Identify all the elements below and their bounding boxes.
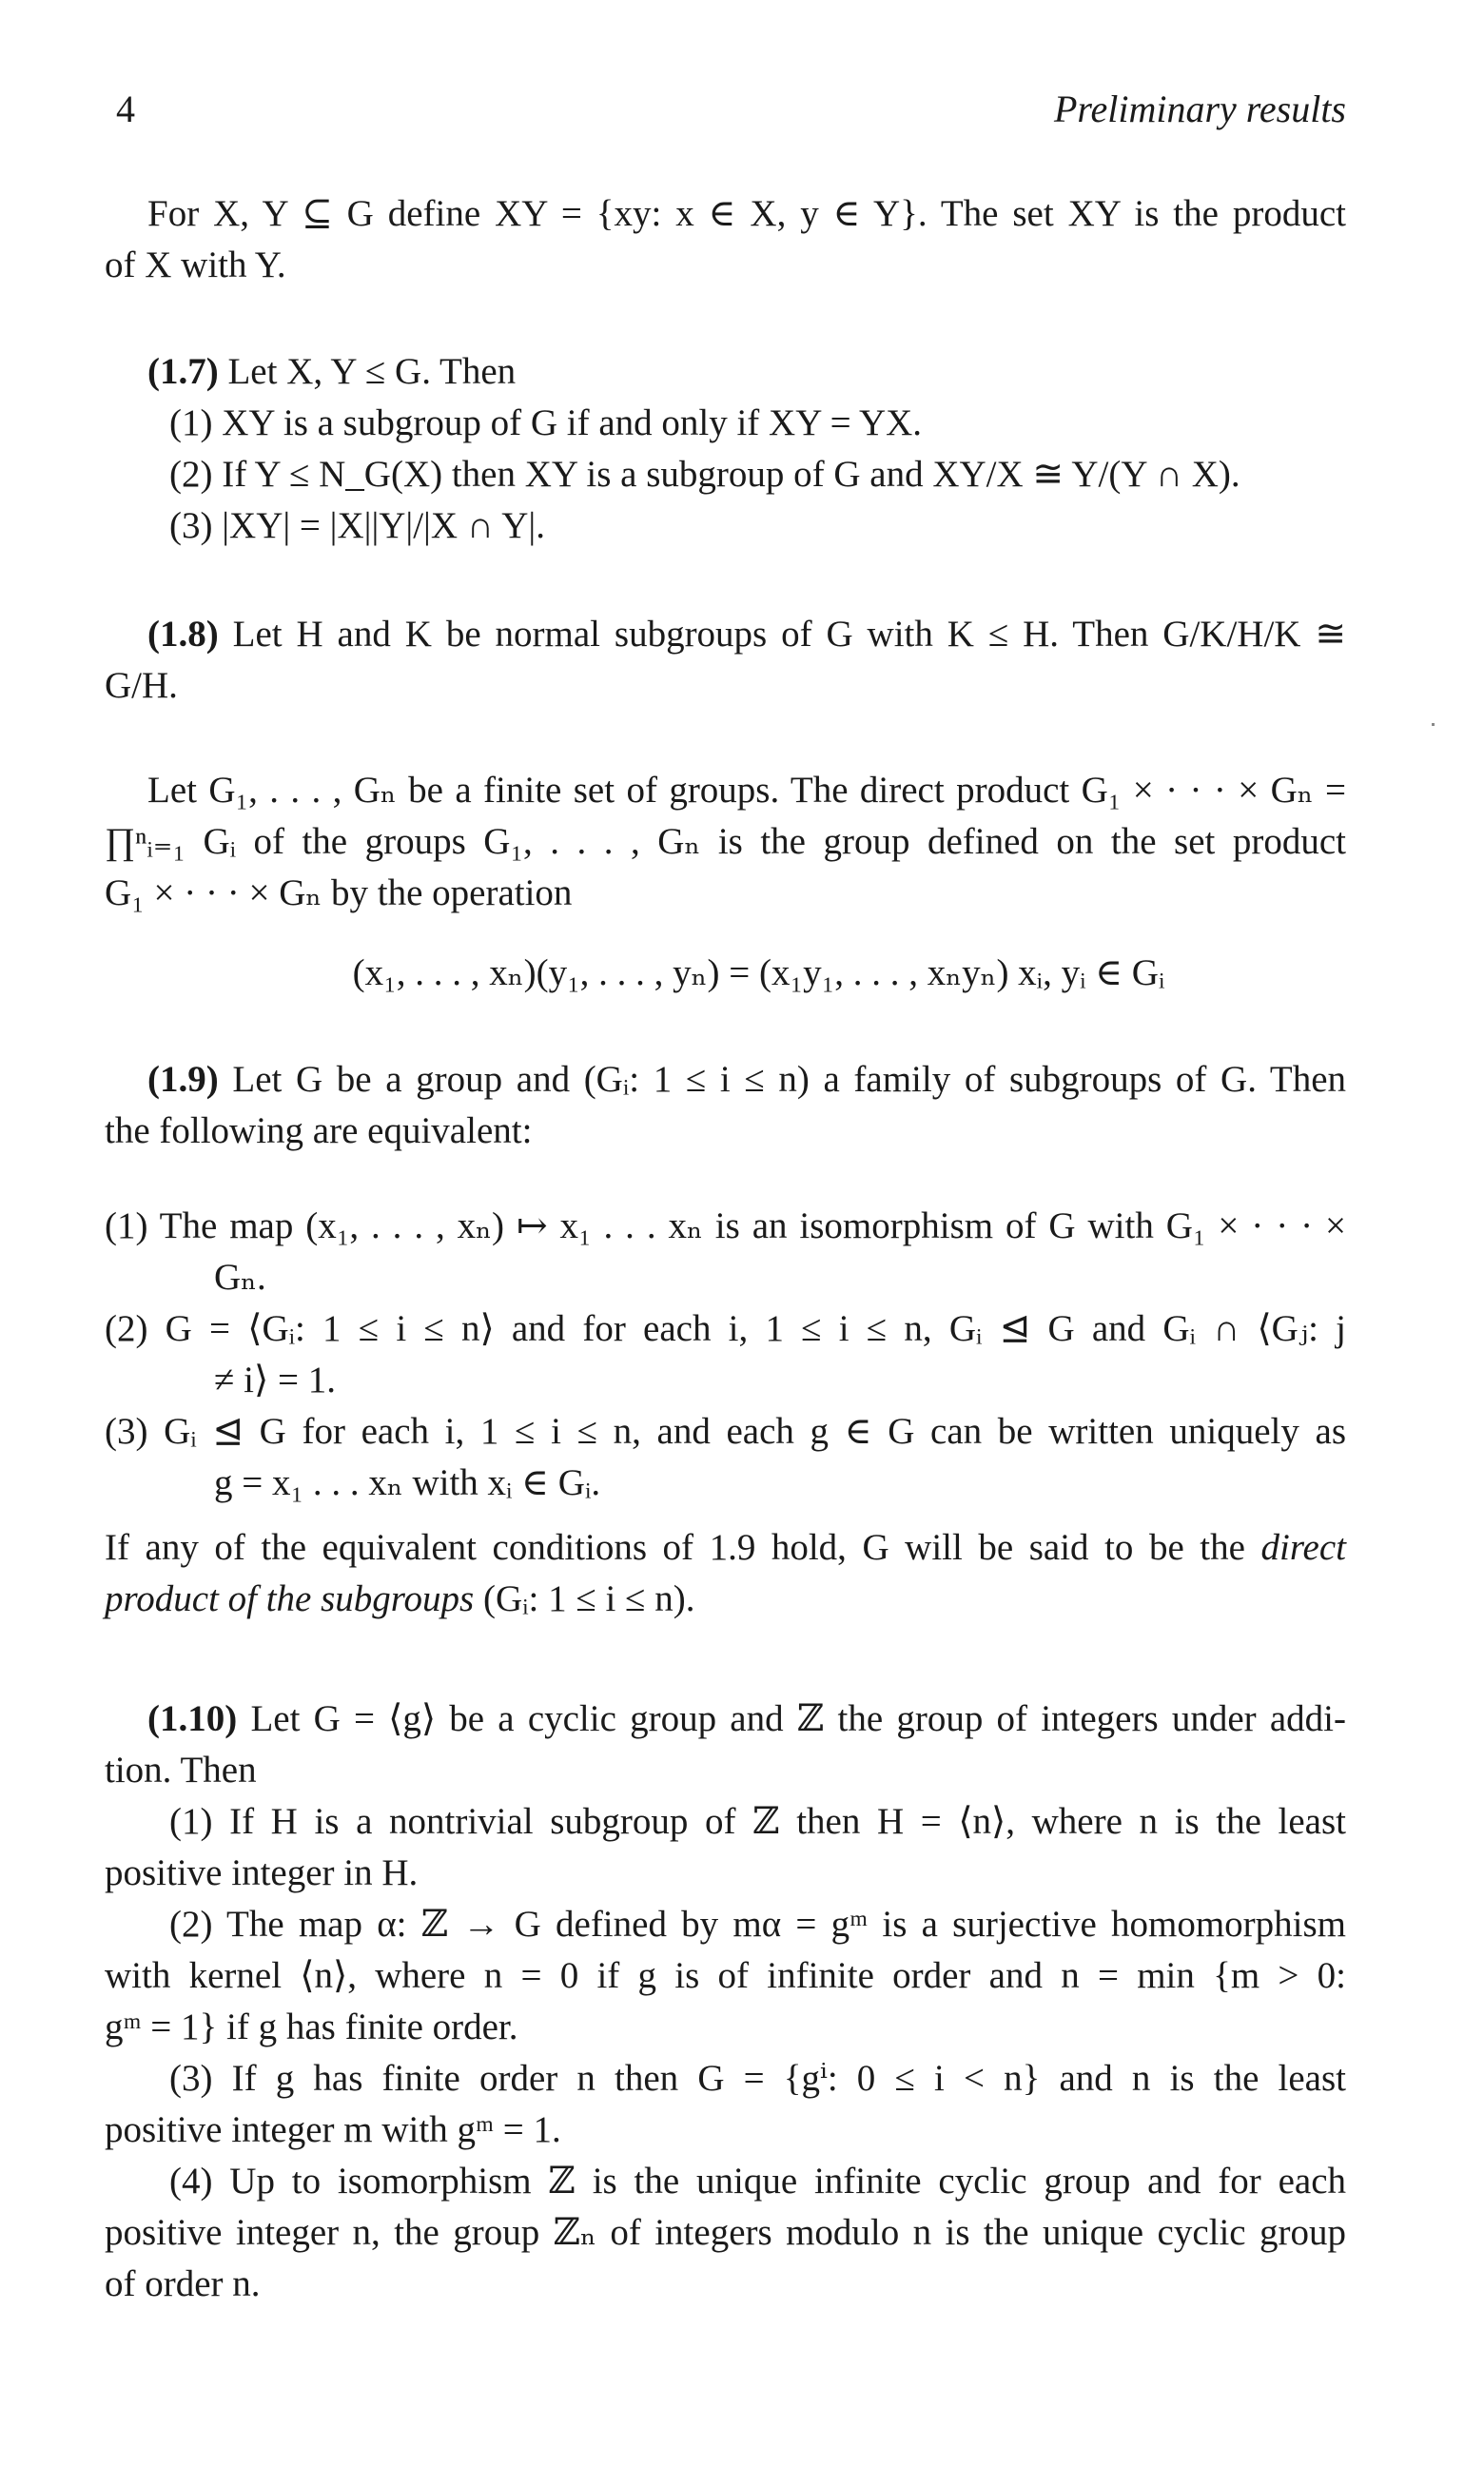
definition-line: G₁ × · · · × Gₙ by the operation (105, 872, 573, 913)
prop-1-10-line: (1.10) Let G = ⟨g⟩ be a cyclic group and ℤ the group of integers under addi- (147, 1698, 1346, 1739)
prop-1-9-item: (2) G = ⟨Gᵢ: 1 ≤ i ≤ n⟩ and for each i, 1 ≤ i ≤ n, Gᵢ ⊴ G and Gᵢ ∩ ⟨Gⱼ: j (105, 1308, 1346, 1349)
prop-1-10-item-cont: positive integer m with gᵐ = 1. (105, 2109, 561, 2150)
operation-formula (105, 948, 1346, 999)
prop-1-7-heading (105, 346, 1346, 398)
prop-1-9-item: (1) The map (x₁, . . . , xₙ) ↦ x₁ . . . xₙ is an isomorphism of G with G₁ × · · · × (105, 1205, 1346, 1246)
prop-1-10-item: (4) Up to isomorphism ℤ is the unique infinite cyclic group and for each (169, 2161, 1346, 2202)
prop-1-7-item: (3) |XY| = |X||Y|/|X ∩ Y|. (169, 505, 545, 546)
prop-1-10-item-cont: positive integer n, the group ℤₙ of integers modulo n is the unique cyclic group (105, 2212, 1346, 2253)
definition-line: ∏ⁿᵢ₌₁ Gᵢ of the groups G₁, . . . , Gₙ is the group defined on the set product (105, 821, 1346, 862)
prop-1-10-item: (2) The map α: ℤ → G defined by mα = gᵐ is a surjective homomorphism (169, 1904, 1346, 1945)
scan-speck (1432, 723, 1435, 726)
prop-1-7-item: (1) XY is a subgroup of G if and only if XY = YX. (169, 402, 923, 443)
prop-1-9-item-cont: g = x₁ . . . xₙ with xᵢ ∈ Gᵢ. (214, 1462, 601, 1503)
proposition-1-8 (105, 609, 1346, 712)
prop-1-8-label: (1.8) (147, 614, 219, 655)
display-formula: (x₁, . . . , xₙ)(y₁, . . . , yₙ) = (x₁y₁, . . . , xₙyₙ) xᵢ, yᵢ ∈ Gᵢ (352, 952, 1165, 993)
prop-1-9-line: (1.9) Let G be a group and (Gᵢ: 1 ≤ i ≤ n) a family of subgroups of G. Then (147, 1059, 1347, 1100)
running-title: Preliminary results (1053, 88, 1346, 130)
prop-1-10-item-cont: gᵐ = 1} if g has finite order. (105, 2007, 518, 2047)
prop-1-9-line: the following are equivalent: (105, 1110, 533, 1151)
prop-1-10-item: (3) If g has finite order n then G = {gⁱ: 0 ≤ i < n} and n is the least (169, 2058, 1346, 2099)
prop-1-9-item-cont: Gₙ. (214, 1257, 266, 1298)
product-definition-line: For X, Y ⊆ G define XY = {xy: x ∈ X, y ∈ Y}. The set XY is the product (147, 193, 1346, 234)
prop-1-7-item: (2) If Y ≤ N_G(X) then XY is a subgroup of G and XY/X ≅ Y/(Y ∩ X). (169, 454, 1240, 495)
proposition-1-9 (105, 1054, 1346, 1157)
prop-1-7-lead: Let X, Y ≤ G. Then (227, 351, 517, 392)
prop-1-8-line: (1.8) Let H and K be normal subgroups of G with K ≤ H. Then G/K/H/K ≅ (147, 614, 1347, 655)
prop-1-10-item-cont: of order n. (105, 2263, 261, 2304)
direct-product-remark (105, 1522, 1346, 1625)
page-number: 4 (116, 88, 135, 130)
prop-1-10-item-cont: positive integer in H. (105, 1852, 419, 1893)
product-definition (105, 188, 1346, 291)
prop-1-10-line: tion. Then (105, 1750, 257, 1791)
proposition-1-7 (105, 346, 1346, 552)
prop-1-10-label: (1.10) (147, 1698, 238, 1739)
prop-1-9-item: (3) Gᵢ ⊴ G for each i, 1 ≤ i ≤ n, and each g ∈ G can be written uniquely as (105, 1411, 1346, 1452)
prop-1-9-item-cont: ≠ i⟩ = 1. (214, 1360, 336, 1400)
proposition-1-10 (105, 1694, 1346, 2310)
prop-1-9-items (105, 1201, 1346, 1509)
prop-1-7-label: (1.7) (147, 351, 219, 392)
direct-product-definition (105, 765, 1346, 919)
remark-line: product of the subgroups (Gᵢ: 1 ≤ i ≤ n). (105, 1578, 695, 1619)
product-definition-line: of X with Y. (105, 245, 286, 285)
prop-1-9-label: (1.9) (147, 1059, 219, 1100)
definition-line: Let G₁, . . . , Gₙ be a finite set of groups. The direct product G₁ × · · · × Gₙ = (147, 770, 1346, 811)
prop-1-10-item-cont: with kernel ⟨n⟩, where n = 0 if g is of infinite order and n = min {m > 0: (105, 1955, 1346, 1996)
remark-line: If any of the equivalent conditions of 1.9 hold, G will be said to be the direct (105, 1527, 1347, 1568)
prop-1-8-line: G/H. (105, 665, 178, 706)
prop-1-10-item: (1) If H is a nontrivial subgroup of ℤ then H = ⟨n⟩, where n is the least (169, 1801, 1346, 1842)
